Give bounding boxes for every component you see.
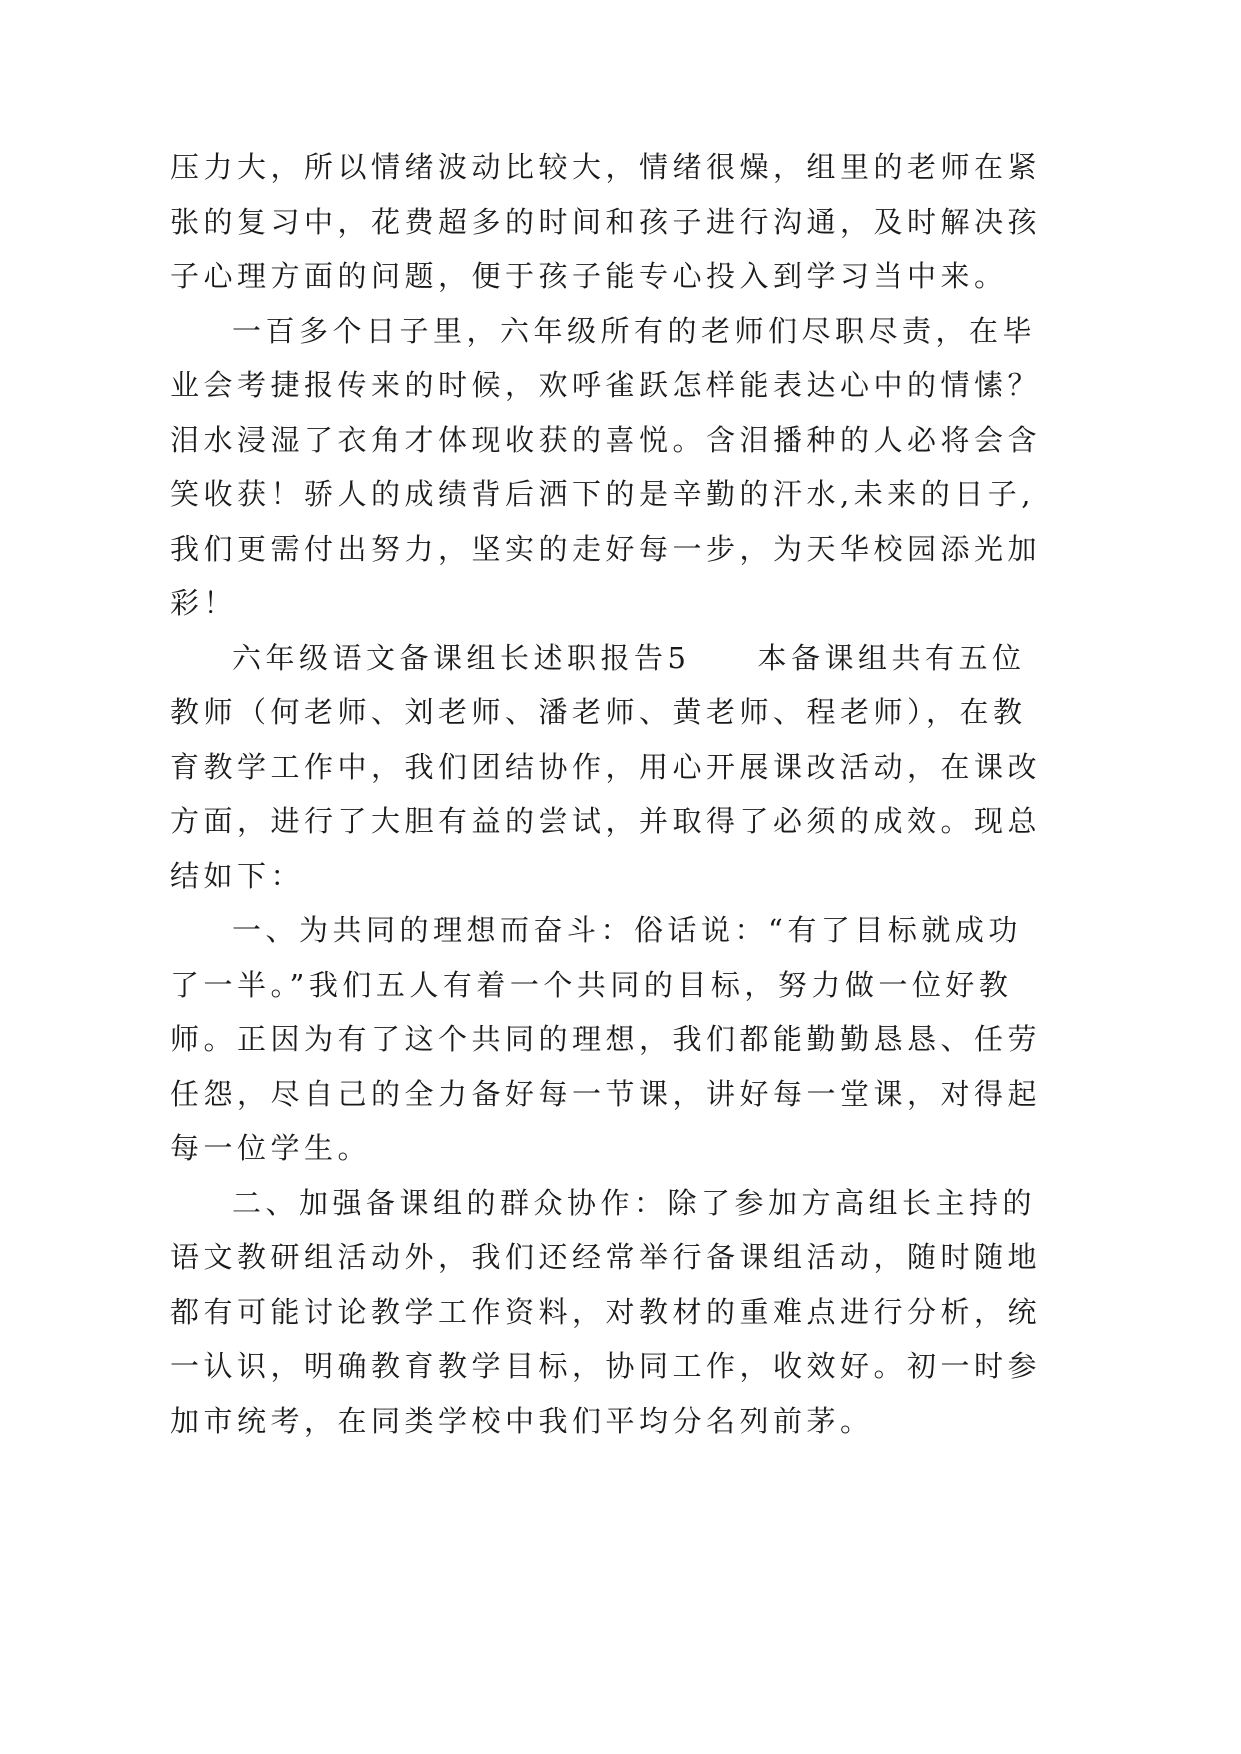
text-line: 了一半。”我们五人有着一个共同的目标，努力做一位好教 bbox=[170, 967, 1013, 1002]
text-line: 师。正因为有了这个共同的理想，我们都能勤勤恳恳、任劳 bbox=[170, 1022, 1042, 1056]
text-line: 教师（何老师、刘老师、潘老师、黄老师、程老师），在教 bbox=[170, 695, 1027, 729]
text-line: 泪水浸湿了衣角才体现收获的喜悦。含泪播种的人必将会含 bbox=[170, 422, 1042, 457]
text-line: 我们更需付出努力，坚实的走好每一步，为天华校园添光加 bbox=[170, 531, 1042, 566]
paragraph-3-section-heading bbox=[170, 631, 1042, 904]
paragraph-2 bbox=[170, 304, 1042, 631]
text-line: 笑收获！骄人的成绩背后洒下的是辛勤的汗水,未来的日子, bbox=[170, 477, 1035, 511]
text-line: 业会考捷报传来的时候，欢呼雀跃怎样能表达心中的情愫？ bbox=[170, 368, 1042, 402]
text-line: 语文教研组活动外，我们还经常举行备课组活动，随时随地 bbox=[170, 1240, 1042, 1274]
text-line: 子心理方面的问题，便于孩子能专心投入到学习当中来。 bbox=[170, 259, 1008, 293]
text-line: 育教学工作中，我们团结协作，用心开展课改活动，在课改 bbox=[170, 749, 1042, 784]
text-line: 一认识，明确教育教学目标，协同工作，收效好。初一时参 bbox=[170, 1349, 1042, 1383]
paragraph-4 bbox=[170, 903, 1042, 1176]
paragraph-5 bbox=[170, 1176, 1042, 1449]
text-line: 每一位学生。 bbox=[170, 1131, 372, 1165]
text-line: 结如下： bbox=[170, 858, 305, 893]
document-body bbox=[170, 140, 1042, 1448]
text-line: 任怨，尽自己的全力备好每一节课，讲好每一堂课，对得起 bbox=[170, 1076, 1042, 1111]
text-line: 加市统考，在同类学校中我们平均分名列前茅。 bbox=[170, 1403, 874, 1438]
text-line: 压力大，所以情绪波动比较大，情绪很燥，组里的老师在紧 bbox=[170, 150, 1042, 184]
text-line: 六年级语文备课组长述职报告5 本备课组共有五位 bbox=[232, 640, 1026, 675]
text-line: 一百多个日子里，六年级所有的老师们尽职尽责，在毕 bbox=[232, 313, 1037, 348]
text-line: 二、加强备课组的群众协作：除了参加方高组长主持的 bbox=[232, 1185, 1037, 1220]
text-line: 彩！ bbox=[170, 586, 238, 620]
text-line: 都有可能讨论教学工作资料，对教材的重难点进行分析，统 bbox=[170, 1294, 1042, 1329]
text-line: 方面，进行了大胆有益的尝试，并取得了必须的成效。现总 bbox=[170, 804, 1042, 838]
text-line: 张的复习中，花费超多的时间和孩子进行沟通，及时解决孩 bbox=[170, 204, 1042, 239]
paragraph-1 bbox=[170, 140, 1042, 304]
text-line: 一、为共同的理想而奋斗：俗话说：“有了目标就成功 bbox=[232, 913, 1022, 947]
